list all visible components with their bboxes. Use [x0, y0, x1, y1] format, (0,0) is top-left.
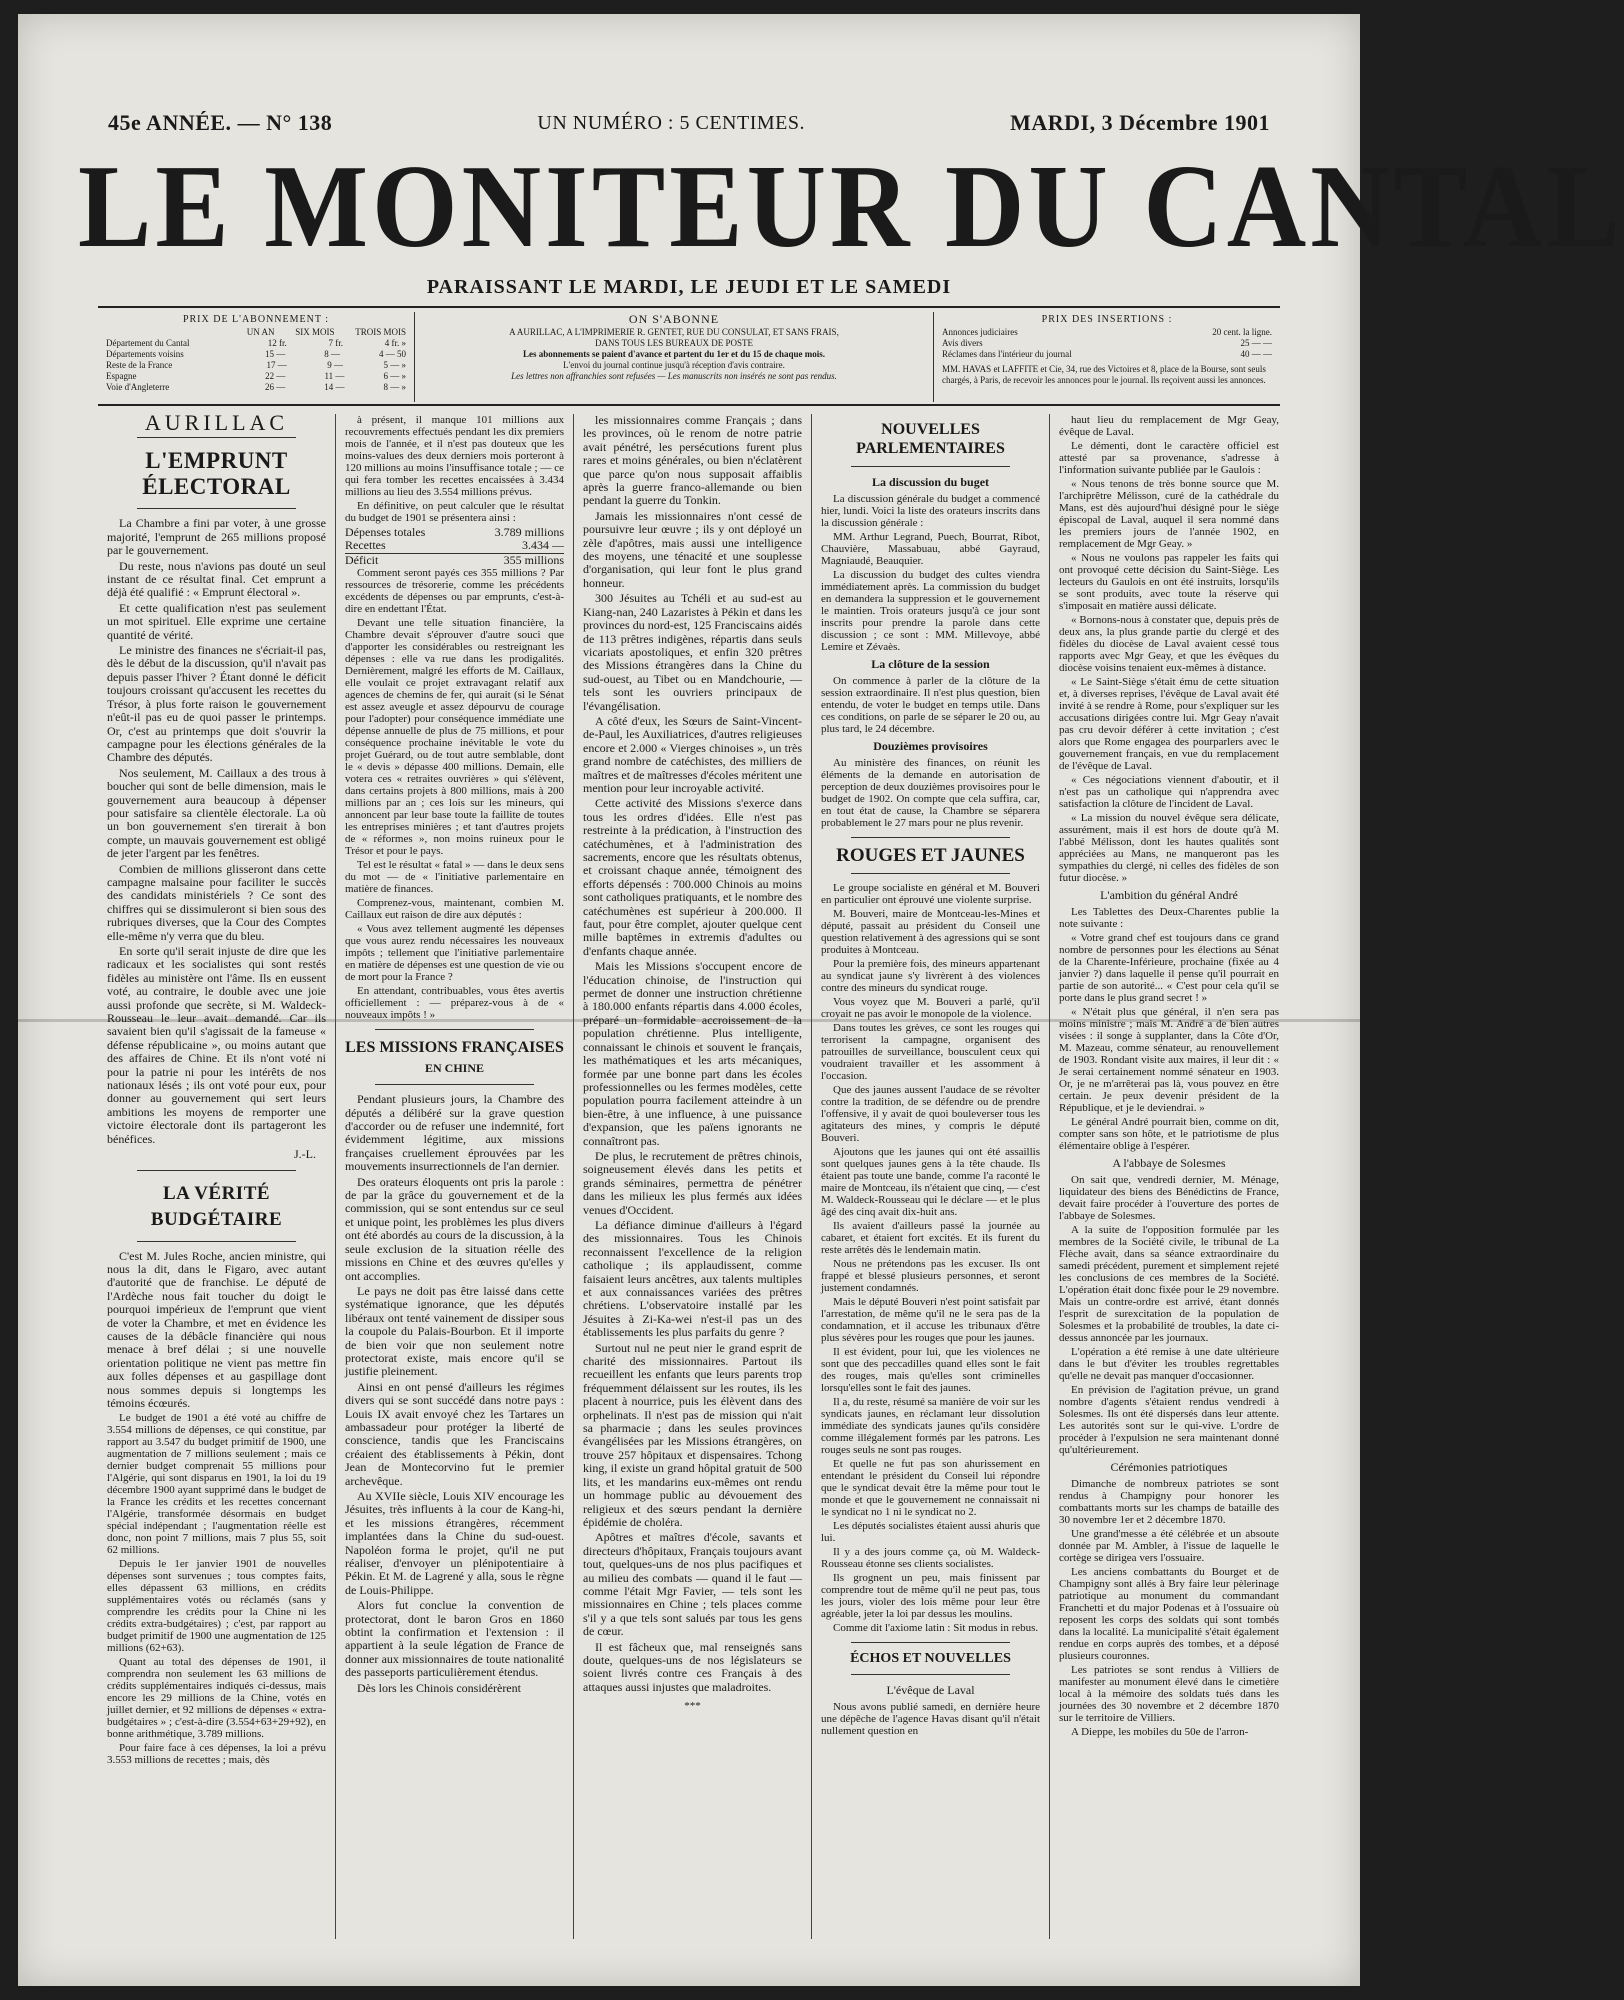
issue-price: UN NUMÉRO : 5 CENTIMES.	[537, 111, 805, 134]
headline-parlementaires: NOUVELLES PARLEMENTAIRES	[856, 421, 1005, 457]
budget-row: Déficit 355 millions	[345, 552, 564, 567]
signature: J.-L.	[294, 1147, 316, 1162]
headline-missions: LES MISSIONS FRANÇAISES	[345, 1039, 564, 1057]
stars-separator: ***	[684, 1700, 701, 1713]
section-aurillac: AURILLAC	[144, 410, 289, 435]
masthead-title: LE MONITEUR DU CANTAL	[78, 140, 1624, 272]
info-bar	[98, 312, 1280, 402]
masthead-subtitle: PARAISSANT LE MARDI, LE JEUDI ET LE SAMEDI	[426, 276, 952, 298]
headline-verite: LA VÉRITÉ BUDGÉTAIRE	[150, 1182, 283, 1230]
column-4: NOUVELLES PARLEMENTAIRES La discussion du buget La discussion générale du budget a commencé hier, lundi. Voici la liste des orateurs inscrits dans la discussion générale : MM. Arthur Legrand, Puech, Bourrat, Ribot, Chauvière, Massabuau, abbé Gayraud, Magniaudé, Beauquier. La discussion du budget des cultes viendra immédiatement après. La commission du budget en demandera la suppression et le gouvernement le maintien. Trois orateurs jusqu'à ce jour sont inscrits pour prendre la parole dans cette discussion ; ce sont : MM. Millevoye, abbé Lemire et Zévaès. La clôture de la session On commence à parler de la clôture de la session extraordinaire. Il n'est plus question, bien entendu, de voter le budget en temps utile. Dans ces conditions, on parle de se séparer le 20 ou, au plus tard, le 24 décembre. Douzièmes provisoires Au ministère des finances, on réunit les éléments de la demande en autorisation de perception de deux douzièmes provisoires pour le budget de 1902. On compte que cela suffira, car, en tout état de cause, la Chambre se séparera probablement le 27 mars pour ne plus revenir. ROUGES ET JAUNES Le groupe socialiste en général et M. Bouveri en particulier ont éprouvé une violente surprise. M. Bouveri, maire de Montceau-les-Mines et député, passait au président du Conseil une question relativement à des agressions qui se sont produites à Montceau. Pour la première fois, des mineurs appartenant au syndicat jaune s'y livrèrent à des violences contre des mineurs du syndicat rouge. Vous voyez que M. Bouveri a parlé, qu'il croyait ne pas avoir le monopole de la violence. Dans toutes les grèves, ce sont les rouges qui terrorisent la campagne, organisent des patrouilles de surveillance, bousculent ceux qui voudraient travailler et les assomment à l'occasion. Que des jaunes aussent l'audace de se révolter contre la tradition, de se défendre ou de prendre l'offensive, il y avait de quoi bouleverser tous les agitateurs des mines, y compris le député Bouveri. Ajoutons que les jaunes qui ont été assaillis sont quelques jaunes gens à la tête chaude. Ils étaient pas toute une bande, comme l'a raconté le maire de Montceau, ils n'étaient que cinq, — c'est M. Waldeck-Rousseau qui le déclare — et le plus âgé des cinq avait dix-huit ans. Ils avaient d'ailleurs passé la journée au cabaret, et étaient fort excités. Et ils furent du reste arrêtés dès le lendemain matin. Nous ne prétendons pas les excuser. Ils ont frappé et blessé plusieurs personnes, et seront justement condamnés. Mais le député Bouveri n'est point satisfait par l'arrestation, de même qu'il ne le sera pas de la condamnation, et il accuse les tribunaux d'être plus sévères pour les rouges que pour les jaunes. Il est évident, pour lui, que les violences ne sont que des peccadilles quand elles sont le fait des rouges, mais qu'elles sont criminelles lorsqu'elles sont le fait des jaunes. Il a, du reste, résumé sa manière de voir sur les syndicats jaunes, en réclamant leur dissolution immédiate des syndicats jaunes qu'ils considère comme illégalement formés par les patrons. Les rouges seuls ne sont pas rouges. Et quelle ne fut pas son ahurissement en entendant le président du Conseil lui répondre que le syndicat devait être la même pour tout le monde et que le gouvernement ne connaissait ni le syndicat no 1 ni le syndicat no 2. Les députés socialistes étaient aussi ahuris que lui. Il y a des jours comme ça, où M. Waldeck-Rousseau étonne ses clients socialistes. Ils grognent un peu, mais finissent par comprendre tout de même qu'il ne peut pas, tous les jours, violer des lois même pour leur être agréable, jeter la loi par dessus les moulins. Comme dit l'axiome latin : Sit modus in rebus. ÉCHOS ET NOUVELLES L'évêque de Laval Nous avons publié samedi, en dernière heure une dépêche de l'agence Havas disant qu'il n'était nullement question en	[812, 414, 1050, 1939]
insertion-row: Réclames dans l'intérieur du journal 40 — —	[942, 349, 1272, 359]
separator	[851, 837, 1010, 838]
budget-row: Dépenses totales 3.789 millions	[345, 525, 564, 539]
separator	[137, 1170, 296, 1171]
budget-row: Recettes 3.434 —	[345, 538, 564, 553]
subheadline-chine: EN CHINE	[424, 1061, 484, 1076]
rule-bottom	[98, 404, 1280, 406]
separator	[137, 508, 296, 509]
rule-top	[98, 306, 1280, 308]
issue-number: 45e ANNÉE. — N° 138	[108, 110, 333, 135]
subscription-row: Département du Cantal 12 fr. 7 fr. 4 fr. »	[106, 338, 406, 348]
column-1: AURILLAC L'EMPRUNT ÉLECTORAL La Chambre a fini par voter, à une grosse majorité, l'emprunt de 265 millions proposé par le gouvernement. Du reste, nous n'avions pas douté un seul instant de ce résultat final. Cet emprunt a déjà été qualifié : « Emprunt électoral ». Et cette qualification n'est pas seulement un mot spirituel. Elle exprime une certaine quantité de vérité. Le ministre des finances ne s'écriait-il pas, dès le début de la discussion, qu'il n'avait pas depuis passer l'hiver ? Étant donné le déficit toujours croissant qu'accusent les recettes du Trésor, à plus forte raison le gouvernement n'eût-il pas eu de quoi passer le printemps. Or, c'est au printemps que doit s'ouvrir la campagne pour les élections générales de la Chambre des députés. Nos seulement, M. Caillaux a des trous à boucher qui sont de belle dimension, mais le gouvernement aura beaucoup à dépenser pour satisfaire sa clientèle électorale. La où un bon gouvernement s'en tirerait à bon compte, un mauvais gouvernement est obligé de jeter l'argent par les fenêtres. Combien de millions glisseront dans cette campagne malsaine pour faciliter le succès des candidats ministériels ? Ce sont des chiffres qui se dissimuleront si bien sous des rubriques diverses, que la Cour des Comptes elle-même n'y verra que du bleu. En sorte qu'il serait injuste de dire que les radicaux et les socialistes qui sont restés fidèles au ministère ont l'âme. Ils en eussent voté, au contraire, le double avec une joie aussi profonde que secrète, si M. Waldeck-Rousseau le leur avait demandé. Car ils savaient bien qu'il s'agissait de la fameuse « défense républicaine », ou moins autant que des affaires de Chine. Et ils n'ont voté ni pour la patrie ni pour les intérêts de nos nationaux lésés ; ils ont voté pour eux, pour donner au gouvernement qui sert leurs ambitions les moyens de remporter une victoire électorale dont ils partageront les bénéfices. J.-L. LA VÉRITÉ BUDGÉTAIRE C'est M. Jules Roche, ancien ministre, qui nous la dit, dans le Figaro, avec autant d'autorité que de franchise. Le député de l'Ardèche nous fait toucher du doigt le pourquoi impérieux de l'emprunt que vient de voter la Chambre, et met en évidence les causes de la débâcle financière qui nous menace à bref délai ; si une nouvelle orientation politique ne vient pas mettre fin aux folles dépenses et au gaspillage dont nous sommes depuis si longtemps les témoins écœurés. Le budget de 1901 a été voté au chiffre de 3.554 millions de dépenses, ce qui constitue, par rapport au 3.547 du budget primitif de 1900, une augmentation de 7 millions seulement ; mais ce dernier budget comprenait 55 millions pour l'Algérie, qui sont disparus en 1901, la loi du 19 décembre 1900 ayant supprimé dans le budget de la France les crédits et les recettes concernant l'Algérie, transformée désormais en budget spécial indépendant ; l'augmentation réelle est donc, non point 7 millions, mais 7 plus 55, soit 62 millions. Depuis le 1er janvier 1901 de nouvelles dépenses sont survenues ; tous comptes faits, elles dépassent 63 millions, en crédits supplémentaires votés ou réclamés (sans y comprendre les crédits pour la Chine ni les crédits extra-budgétaires) ; c'est, par rapport au budget primitif de 1900 une augmentation de 125 millions (62+63). Quant au total des dépenses de 1901, il comprendra non seulement les 63 millions de crédits supplémentaires indiqués ci-dessus, mais encore les 29 millions de la Chine, votés en juillet dernier, et 92 millions de dépenses « extra-budgétaires » ; c'est-à-dire (3.554+63+29+92), en bonne arithmétique, 3.789 millions. Pour faire face à ces dépenses, la loi a prévu 3.553 millions de recettes ; mais, dès	[98, 414, 336, 1939]
insertion-row: Annonces judiciaires 20 cent. la ligne.	[942, 327, 1272, 337]
separator	[851, 1674, 1010, 1675]
article-columns	[98, 410, 1290, 1939]
separator	[137, 437, 296, 438]
headline-emprunt: L'EMPRUNT ÉLECTORAL	[142, 448, 291, 500]
subscription-row: Espagne 22 — 11 — 6 — »	[106, 371, 406, 381]
subscription-row: Reste de la France 17 — 9 — 5 — »	[106, 360, 406, 370]
column-3: les missionnaires comme Français ; dans les provinces, où le renom de notre patrie avait pénétré, les persécutions furent plus rares et moins générales, ou bien n'éclatèrent que parce qu'on nous supposait affaiblis après la guerre franco-allemande ou bien pendant la guerre du Tonkin. Jamais les missionnaires n'ont cessé de poursuivre leur œuvre ; ils y ont déployé un zèle d'apôtres, mais aussi une intelligence des moyens, une ténacité et une souplesse d'organisation, qui leur font le plus grand honneur. 300 Jésuites au Tchéli et au sud-est au Kiang-nan, 240 Lazaristes à Pékin et dans les provinces du nord-est, 125 Franciscains aidés de 113 prêtres indigènes, répartis dans seuls vicariats apostoliques, et enfin 320 prêtres des Missions étrangères dans la Chine du sud-ouest, au Tibet ou en Mandchourie, — tels sont les ouvriers principaux de l'évangélisation. A côté d'eux, les Sœurs de Saint-Vincent-de-Paul, les Auxiliatrices, d'autres religieuses encore et 2.000 « Vierges chinoises », un très grand nombre de catéchistes, des milliers de maîtres et de maîtresses d'écoles méritent une mention pour leur incroyable activité. Cette activité des Missions s'exerce dans tous les ordres d'idées. Elle n'est pas restreinte à la prédication, à l'instruction des catéchumènes, et à l'administration des sacrements, encore que les résultats obtenus, et croissant chaque année, témoignent des efforts dépensés : 700.000 Chinois au moins sont catholiques pratiquants, et le nombre des catéchumènes est supérieur à 200.000. Il faut, pour être complet, ajouter quelque cent mille baptêmes in extremis d'adultes ou d'enfants chaque année. Mais les Missions s'occupent encore de l'éducation chinoise, de l'instruction qui permet de donner une instruction chrétienne à 180.000 enfants répartis dans 4.000 écoles, préparé un formidable accroissement de la population chrétienne. Plus intelligente, connaissant le chinois et souvent le français, les mathématiques et les arts mécaniques, formée par une bonne part dans les écoles professionnelles ou les fermes modèles, cette population pourra facilement atteindre à un bien-être, à une influence, à une puissance d'expansion, que les païens ignorants ne connaîtront pas. De plus, le recrutement de prêtres chinois, soigneusement élevés dans les petits et grands séminaires, permettra de pénétrer dans les milieux les plus fermés aux idées venues d'Occident. La défiance diminue d'ailleurs à l'égard des missionnaires. Tous les Chinois reconnaissent l'excellence de la religion catholique ; ils applaudissent, comme faisaient leurs ancêtres, aux talents multiples et aux connaissances variées des prêtres chrétiens. L'observatoire installé par les Jésuites à Zi-Ka-wei n'est-il pas un des établissements les plus parfaits du genre ? Surtout nul ne peut nier le grand esprit de charité des missionnaires. Partout ils recueillent les enfants que leurs parents trop fréquemment délaissent sur les routes, ils les placent à nourrice, puis les élèvent dans des orphelinats. Il n'est pas de mission qui n'ait sa pharmacie ; dans les seules provinces évangélisées par les Missions étrangères, on trouve 257 hôpitaux et dispensaires. Tchong king, il existe un grand hôpital gratuit de 500 lits, et les mandarins eux-mêmes ont rendu un hommage public au dévouement des religieux et des sœurs pendant la dernière épidémie de choléra. Apôtres et maîtres d'école, savants et directeurs d'hôpitaux, Français toujours avant tout, quelques-uns de nos plus pacifiques et au milieu des combats — quand il le faut — comme l'était Mgr Favier, — tels sont les missionnaires en Chine ; tels places comme s'il y a que tels sont salués par tous les gens de cœur. Il est fâcheux que, mal renseignés sans doute, quelques-uns de nos législateurs se soient livrés contre ces Français à des attaques aussi injustes que maladroites. ***	[574, 414, 812, 1939]
subscription-row: Voie d'Angleterre 26 — 14 — 8 — »	[106, 382, 406, 392]
subscription-row: Départements voisins 15 — 8 — 4 — 50	[106, 349, 406, 359]
subscription-header-row: UN AN SIX MOIS TROIS MOIS	[246, 327, 406, 337]
headline-echos: ÉCHOS ET NOUVELLES	[850, 1651, 1011, 1666]
separator	[137, 1241, 296, 1242]
separator	[375, 1029, 534, 1030]
issue-date: MARDI, 3 Décembre 1901	[1010, 110, 1270, 135]
column-2: à présent, il manque 101 millions aux recouvrements effectués pendant les dix premiers mois de l'année, et il n'est pas douteux que les moins-values des deux derniers mois porteront à 120 millions au moins l'insuffisance totale ; — ce qui fera tomber les recettes encaissées à 3.434 millions au lieu des 3.554 millions prévus. En définitive, on peut calculer que le résultat du budget de 1901 se présentera ainsi : Dépenses totales 3.789 millions Recettes 3.434 — Déficit 355 millions Comment seront payés ces 355 millions ? Par ressources de trésorerie, comme les précédents excédents de dépenses ou par emprunts, c'est-à-dire en endettant l'État. Devant une telle situation financière, la Chambre devait s'éprouver d'autre souci que d'apporter les considérables ou restreignant les dépenses : elle va rue dans les prodigalités. Dernièrement, malgré les efforts de M. Caillaux, elle voulait ce projet extravagant relatif aux agences de chemins de fer, qui aurait (si le Sénat est assez aveugle et assez dépourvu de courage pour l'adopter) pour conséquence immédiate une dépense annuelle de plus de 75 millions, et pour conséquence prochaine inévitable le vote du projet Guérard, ou de tout autre semblable, dont le « devis » dépasse 400 millions. Demain, elle votera ces « retraites ouvrières » qui s'élèvent, dans certains projets à 800 millions, mais à 200 millions par an ; ces lois sur les mineurs, qui annoncent par leur base toute la faillite de toutes les entreprises minières ; et tant d'autres projets de « réformes », non moins ruineux pour le Trésor et pour le pays. Tel est le résultat « fatal » — dans le deux sens du mot — de « l'initiative parlementaire en matière de finances. Comprenez-vous, maintenant, combien M. Caillaux eut raison de dire aux députés : « Vous avez tellement augmenté les dépenses que vous aurez rendu nécessaires les nouveaux impôts ; tellement que l'initiative parlementaire en matière de dépenses est une question de vie ou de mort pour la France ? En attendant, contribuables, vous êtes avertis officiellement : — préparez-vous à de « nouveaux impôts ! » LES MISSIONS FRANÇAISES EN CHINE Pendant plusieurs jours, la Chambre des députés a délibéré sur la grave question d'accorder ou de refuser une indemnité, fort évidemment légitime, aux missions françaises cruellement éprouvées par les mouvements insurrectionnels de l'an dernier. Des orateurs éloquents ont pris la parole : de par la grâce du gouvernement et de la commission, qui se sont entendus sur ce seul et unique point, les problèmes les plus divers ont été abordés au cours de la discussion, à la seule exclusion de la situation réelle des missions en Chine et des œuvres qu'elles y ont accomplies. Le pays ne doit pas être laissé dans cette systématique ignorance, que les députés libéraux ont tenté vainement de dissiper sous la coupole du Palais-Bourbon. Et il importe de bien voir que non seulement notre protectorat existe, mais encore qu'il se justifie pleinement. Ainsi en ont pensé d'ailleurs les régimes divers qui se sont succédé dans notre pays : Louis IX avait envoyé chez les Tartares un ambassadeur pour protéger la liberté de conscience, tandis que les Franciscains créaient des établissements à Pékin, dont Jean de Montecorvino fut le premier archevêque. Au XVIIe siècle, Louis XIV encourage les Jésuites, très influents à la cour de Kang-hi, et les missions étrangères, récemment implantées dans la Chine du sud-ouest. Napoléon forma le projet, qu'il ne put réaliser, d'envoyer un plénipotentiaire à Pékin. Et M. de Lagrené y alla, sous le règne de Louis-Philippe. Alors fut conclue la convention de protectorat, dont le baron Gros en 1860 obtint la confirmation et l'extension : il appartient à la seule légation de France de donner aux missionnaires de toute nationalité des passeports particulièrement étendus. Dès lors les Chinois considérèrent	[336, 414, 574, 1939]
insertion-row: Avis divers 25 — —	[942, 338, 1272, 348]
subscription-prices: PRIX DE L'ABONNEMENT : UN AN SIX MOIS TROIS MOIS Département du Cantal 12 fr. 7 fr. 4 fr. » Départements voisins 15 — 8 — 4 — 50 Reste de la France 17 — 9 — 5 — » Espagne 22 — 11 — 6 — » Voie d'Angleterre 26 — 14 — 8 — »	[98, 312, 415, 402]
column-5: haut lieu du remplacement de Mgr Geay, évêque de Laval. Le démenti, dont le caractère officiel est attesté par sa provenance, s'adresse à l'information suivante publiée par le Gaulois : « Nous tenons de très bonne source que M. l'archiprêtre Mélisson, curé de la cathédrale du Mans, est dès aujourd'hui désigné pour le siège épiscopal de Laval, auquel il sera nommé dans les premiers jours de l'année 1902, en remplacement de Mgr Geay. » « Nous ne voulons pas rappeler les faits qui ont provoqué cette décision du Saint-Siège. Les lecteurs du Gaulois en ont été instruits, lorsqu'ils se sont produits, avec toute la réserve qui s'imposait en matière aussi délicate. « Bornons-nous à constater que, depuis près de deux ans, la plus grande partie du clergé et des fidèles du diocèse de Laval avaient cessé tous rapports avec Mgr Geay, et que les évêques du diocèse voisins tenaient eux-mêmes à distance. « Le Saint-Siège s'était ému de cette situation et, à diverses reprises, l'évêque de Laval avait été invité à se rendre à Rome, pour s'expliquer sur les accusations dirigées contre lui. Mgr Geay n'avait pas cru devoir déférer à cette invitation ; c'est alors que Rome engagea des pourparlers avec le gouvernement français, en vue du remplacement de l'évêque de Laval. « Ces négociations viennent d'aboutir, et il n'est pas un catholique qui n'apprendra avec satisfaction la clôture de l'incident de Laval. « La mission du nouvel évêque sera délicate, assurément, mais il est hors de doute qu'à M. l'abbé Mélisson, dont les hautes qualités sont appréciées au Mans, ne manqueront pas les sympathies du clergé, ni celles des fidèles de son futur diocèse. » L'ambition du général André Les Tablettes des Deux-Charentes publie la note suivante : « Votre grand chef est toujours dans ce grand nombre de personnes pour les élections au Sénat de la Charente-Inférieure, prochaine (fixée au 4 janvier ?) dans laquelle il pense qu'il pourrait en partie de son autorité... « C'est pour cela qu'il se porte dans le plus grand secret ! » « N'était plus que général, il n'en sera pas moins ministre ; mais M. André a de bien autres visées : il songe à supplanter, dans la Côte d'Or, M. Mazeau, comme sénateur, au renouvellement de 1903. Rondant visite aux maires, il leur dit : « Je serai certainement nommé sénateur en 1903. Or, je ne m'arrêterai pas là, vous pouvez en être certain. Je peux devenir président de la République, et je le deviendrai. » Le général André pourrait bien, comme on dit, compter sans son hôte, et le patriotisme de plus élémentaire oblige à l'espérer. A l'abbaye de Solesmes On sait que, vendredi dernier, M. Ménage, liquidateur des biens des Bénédictins de France, devait faire procéder à l'ouverture des portes de l'abbaye de Solesmes. A la suite de l'opposition formulée par les membres de la Société civile, le tribunal de La Flèche avait, dans sa séance extraordinaire du samedi précédent, purement et simplement rejeté les conclusions de ces membres de la Société. L'opération était donc fixée pour le 29 novembre. Mais un contre-ordre est arrivé, étant donnés l'esprit de surexcitation de la population de Solesmes et la probabilité de troubles, la date ci-dessus annoncée par les journaux. L'opération a été remise à une date ultérieure dans le but d'éviter les troubles regrettables qu'elle ne devait pas manquer d'occasionner. En prévision de l'agitation prévue, un grand nombre d'agents s'étaient rendus vendredi à Solesmes. Ils ont été dispersés dans leur attente. Les autorités sont sur le qui-vive. L'ordre de procéder à l'expulsion ne sera maintenant donné qu'ultérieurement. Cérémonies patriotiques Dimanche de nombreux patriotes se sont rendus à Champigny pour honorer les combattants morts sur les champs de bataille des 30 novembre 1er et 2 décembre 1870. Une grand'messe a été célébrée et un absoute donnée par M. Ambler, à l'issue de laquelle le cortège se dirigea vers l'ossuaire. Les anciens combattants du Bourget et de Champigny sont allés à Bry faire leur pèlerinage patriotique au monument du commandant Franchetti et du major Podenas et à l'ossuaire où reposent les corps des soldats qui sont tombés dans la localité. La municipalité s'était également rendue en corps auprès des tombes, et a déposé plusieurs couronnes. Les patriotes se sont rendus à Villiers de manifester au monument élevé dans le cimetière local à la mémoire des soldats tués dans les journées des 30 novembre et 2 décembre 1870 sur le territoire de Villiers. A Dieppe, les mobiles du 50e de l'arron-	[1059, 414, 1279, 1738]
separator	[375, 1084, 534, 1085]
separator	[851, 1642, 1010, 1643]
headline-rouges-jaunes: ROUGES ET JAUNES	[836, 845, 1025, 866]
separator	[851, 873, 1010, 874]
subscription-info: ON S'ABONNE A AURILLAC, A L'IMPRIMERIE R. GENTET, RUE DU CONSULAT, ET SANS FRAIS, DANS TOUS LES BUREAUX DE POSTE Les abonnements se paient d'avance et partent du 1er et du 15 de chaque mois. L'envoi du journal continue jusqu'à réception d'avis contraire. Les lettres non affranchies sont refusées — Les manuscrits non insérés ne sont pas rendus.	[415, 312, 934, 402]
header-meta	[108, 106, 1270, 140]
insertion-prices: PRIX DES INSERTIONS : Annonces judiciaires 20 cent. la ligne. Avis divers 25 — — Réclames dans l'intérieur du journal 40 — — MM. HAVAS et LAFFITE et Cie, 34, rue des Victoires et 8, place de la Bourse, sont seuls chargés, à Paris, de recevoir les annonces pour le journal. Ils reçoivent aussi les annonces.	[942, 314, 1272, 385]
separator	[851, 466, 1010, 467]
newspaper-page	[18, 14, 1624, 1986]
